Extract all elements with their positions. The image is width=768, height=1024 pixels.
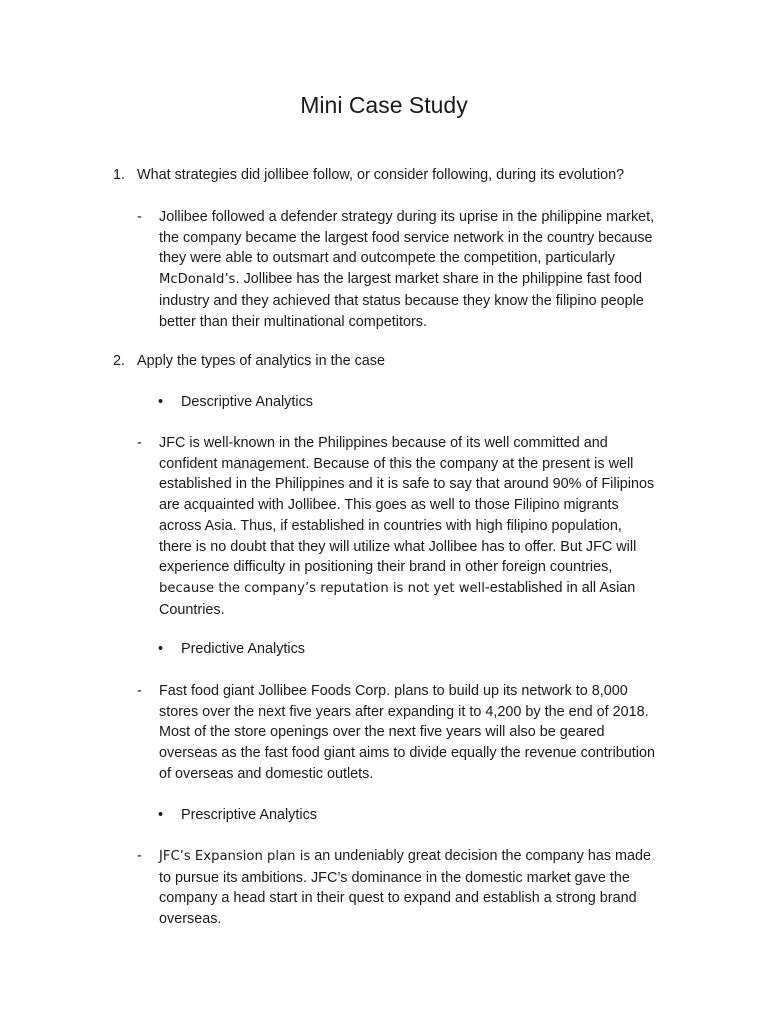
question-2-text: Apply the types of analytics in the case [137, 353, 385, 369]
prescriptive-line: to pursue its ambitions. JFC’s dominance in the domestic market gave the [159, 869, 630, 886]
predictive-heading-text: Predictive Analytics [181, 641, 305, 657]
descriptive-line: JFC is well-known in the Philippines because of its well committed and [159, 435, 608, 451]
descriptive-line: experience difficulty in positioning their brand in other foreign countries, [159, 559, 613, 576]
answer-1-line: industry and they achieved that status because they know the filipino people [159, 292, 644, 309]
descriptive-line: confident management. Because of this the company at the present is well [159, 455, 634, 472]
question-1-number: 1. [113, 167, 126, 183]
descriptive-line: are acquainted with Jollibee. This goes as well to those Filipino migrants [159, 497, 619, 514]
bullet-icon: • [158, 807, 164, 823]
descriptive-line-rest: -established in all Asian [484, 579, 636, 596]
predictive-line: of overseas and domestic outlets. [159, 765, 374, 782]
prescriptive-marker: - [137, 848, 142, 864]
descriptive-analytics-heading [158, 392, 313, 413]
prescriptive-analytics-heading [158, 805, 317, 826]
bullet-icon: • [158, 641, 164, 657]
prescriptive-line-alt-font: JFC’s Expansion plan is [159, 849, 311, 864]
descriptive-line: Countries. [159, 601, 225, 618]
page-title: Mini Case Study [300, 92, 468, 118]
descriptive-line: established in the Philippines and it is safe to say that around 90% of Filipinos [159, 476, 655, 493]
predictive-line: Most of the store openings over the next five years will also be geared [159, 724, 605, 741]
prescriptive-line-rest: an undeniably great decision the company has made [310, 848, 652, 864]
prescriptive-heading-text: Prescriptive Analytics [181, 807, 317, 823]
bullet-icon: • [158, 394, 164, 410]
descriptive-paragraph [159, 433, 684, 620]
mcdonalds-text: McDonald’s. [159, 272, 240, 288]
question-2 [113, 351, 385, 372]
answer-1-line: the company became the largest food service network in the country because [159, 229, 653, 246]
answer-1-line: Jollibee followed a defender strategy during its uprise in the philippine market, [159, 209, 655, 225]
question-1 [113, 165, 624, 186]
predictive-paragraph [159, 681, 684, 785]
prescriptive-line: company a head start in their quest to expand and establish a strong brand [159, 890, 637, 907]
answer-1-paragraph [159, 207, 684, 332]
prescriptive-paragraph [159, 846, 684, 930]
descriptive-line-alt-font: because the company’s reputation is not yet well [159, 580, 485, 596]
answer-1-line: better than their multinational competitors. [159, 313, 427, 330]
descriptive-marker: - [137, 435, 142, 451]
predictive-marker: - [137, 683, 142, 699]
question-1-text: What strategies did jollibee follow, or consider following, during its evolution? [137, 167, 625, 183]
descriptive-line [159, 578, 684, 600]
question-2-number: 2. [113, 353, 126, 369]
predictive-line: overseas as the fast food giant aims to divide equally the revenue contribution [159, 745, 655, 762]
prescriptive-line [159, 846, 684, 868]
prescriptive-line: overseas. [159, 911, 222, 928]
descriptive-line: there is no doubt that they will utilize what Jollibee has to offer. But JFC will [159, 538, 637, 555]
descriptive-line: across Asia. Thus, if established in countries with high filipino population, [159, 517, 622, 534]
predictive-line: Fast food giant Jollibee Foods Corp. plans to build up its network to 8,000 [159, 683, 628, 699]
descriptive-heading-text: Descriptive Analytics [181, 394, 313, 410]
predictive-line: stores over the next five years after expanding it to 4,200 by the end of 2018. [159, 703, 649, 720]
answer-1-line [159, 269, 684, 291]
answer-1-marker: - [137, 209, 142, 225]
predictive-analytics-heading [158, 639, 305, 660]
answer-1-line-rest: Jollibee has the largest market share in the philippine fast food [239, 271, 642, 288]
answer-1-line: they were able to outsmart and outcompete the competition, particularly [159, 250, 615, 267]
